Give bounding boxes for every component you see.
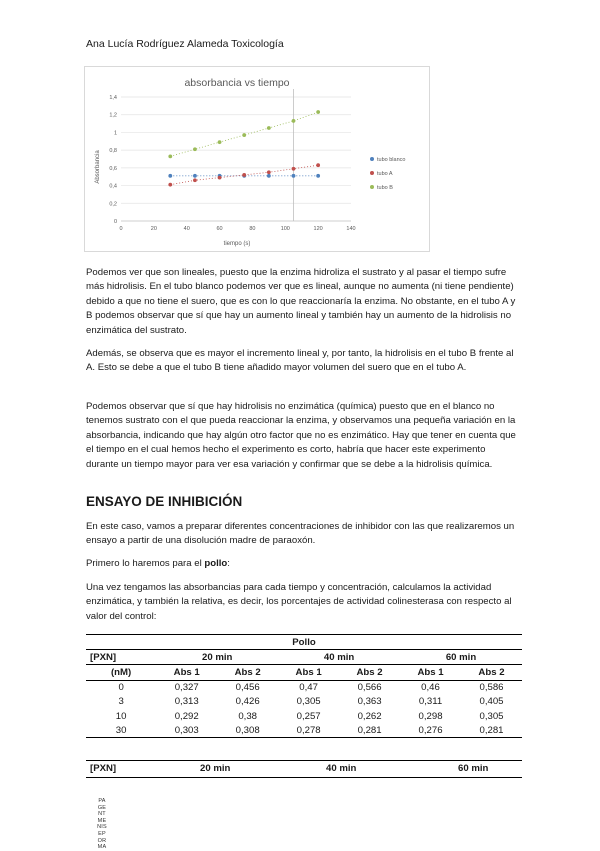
section-heading: ENSAYO DE INHIBICIÓN (86, 494, 243, 509)
paragraph-activity: Una vez tengamos las absorbancias para cada tiempo y concentración, calculamos la actividad enzimática, y también la relativa, es decir, los porcentajes de actividad colinesterasa con respecto al valor del control: (86, 582, 512, 622)
data-point (316, 163, 320, 167)
y-tick-label: 0,2 (109, 201, 117, 208)
value-cell: 0,262 (357, 710, 382, 722)
data-point (193, 147, 197, 151)
data-point (292, 167, 296, 171)
abs-header: Abs 2 (339, 665, 400, 680)
chart-ylabel: Absorbancia (95, 150, 101, 184)
paragraph-pollo (86, 557, 518, 571)
time-header: 60 min (458, 763, 489, 774)
paragraph-inhibition-intro: En este caso, vamos a preparar diferentes concentraciones de inhibidor con las que realizaremos un ensayo a partir de una disolución madre de paraoxón. (86, 521, 515, 547)
chart-points (168, 110, 320, 186)
paragraph-tube-comparison: Además, se observa que es mayor el incremento lineal y, por tanto, la hidrolisis en el tubo B frente al A. Esto se debe a que el tubo B tiene añadido mayor volumen del suero que en el tubo A. (86, 348, 514, 374)
data-point (292, 174, 296, 178)
value-cell: 0,363 (357, 696, 382, 708)
time-header: 60 min (400, 650, 522, 665)
value-cell: 0,311 (418, 696, 443, 708)
value-cell: 0,308 (217, 723, 278, 738)
data-point (168, 154, 172, 158)
time-header: 20 min (156, 650, 278, 665)
value-cell: 0,426 (235, 696, 260, 708)
y-tick-label: 0,8 (109, 148, 117, 155)
absorbance-chart (84, 66, 430, 252)
data-point (218, 176, 222, 180)
y-tick-label: 1,2 (109, 112, 117, 119)
abs-header: Abs 1 (400, 665, 461, 680)
data-point (292, 119, 296, 123)
value-cell: 0,47 (299, 682, 318, 694)
data-point (218, 140, 222, 144)
value-cell: 0,405 (479, 696, 504, 708)
x-tick-label: 40 (183, 226, 190, 232)
value-cell: 0,46 (421, 682, 440, 694)
stamp-line: ME (97, 817, 107, 824)
value-cell: 0,313 (174, 696, 199, 708)
conc-cell: 0 (118, 682, 124, 694)
legend-label: tubo B (377, 185, 393, 191)
chart-grid (121, 97, 351, 221)
value-cell: 0,281 (461, 723, 522, 738)
value-cell: 0,292 (174, 710, 199, 722)
value-cell: 0,278 (278, 723, 339, 738)
legend-marker (370, 171, 374, 175)
value-cell: 0,305 (296, 696, 321, 708)
y-tick-label: 0,6 (109, 165, 117, 172)
legend-marker (370, 157, 374, 161)
value-cell: 0,586 (479, 682, 504, 694)
chart-legend (370, 157, 405, 191)
stamp-line: GE (97, 804, 107, 811)
data-point (267, 126, 271, 130)
value-cell: 0,303 (156, 723, 217, 738)
x-tick-label: 20 (150, 226, 157, 232)
page-header: Ana Lucía Rodríguez Alameda Toxicología (86, 38, 284, 50)
legend-marker (370, 185, 374, 189)
value-cell: 0,305 (479, 710, 504, 722)
y-tick-label: 0,4 (109, 183, 117, 190)
stamp-line: EP (98, 830, 106, 837)
data-point (168, 183, 172, 187)
data-point (267, 170, 271, 174)
data-point (193, 174, 197, 178)
abs-header: Abs 2 (461, 665, 522, 680)
stamp-line: PA (98, 798, 106, 804)
logo-stamp (90, 798, 114, 851)
value-cell: 0,276 (400, 723, 461, 738)
value-cell: 0,38 (238, 710, 257, 722)
pollo-table (86, 634, 522, 738)
value-cell: 0,566 (357, 682, 382, 694)
table-title: Pollo (86, 635, 522, 650)
data-point (242, 133, 246, 137)
data-point (316, 174, 320, 178)
legend-label: tubo blanco (377, 157, 406, 163)
time-header: 20 min (200, 763, 231, 774)
table-time-row (86, 650, 522, 665)
abs-header: Abs 1 (156, 665, 217, 680)
conc-cell: 30 (86, 723, 156, 738)
conc-cell: 10 (115, 710, 127, 722)
second-table-header (86, 760, 522, 778)
abs-header: Abs 1 (278, 665, 339, 680)
legend-label: tubo A (377, 171, 393, 177)
table-row (86, 723, 522, 738)
stamp-line: NT (98, 811, 106, 818)
value-cell: 0,281 (339, 723, 400, 738)
data-point (316, 110, 320, 114)
data-point (193, 178, 197, 182)
y-tick-label: 0 (113, 219, 117, 225)
table-title-row (86, 635, 522, 650)
x-tick-label: 60 (216, 226, 223, 232)
x-tick-label: 140 (346, 226, 356, 232)
stamp-line: MA (97, 844, 107, 851)
x-tick-label: 100 (280, 226, 290, 232)
x-tick-label: 0 (119, 226, 123, 232)
pollo-bold: pollo (204, 558, 228, 569)
stamp-line: NIS (97, 824, 107, 831)
y-tick-label: 1,4 (109, 95, 117, 101)
stamp-line: OR (97, 837, 107, 844)
time-header: 40 min (278, 650, 400, 665)
chart-title: absorbancia vs tiempo (184, 77, 290, 89)
data-point (168, 174, 172, 178)
abs-header: Abs 2 (217, 665, 278, 680)
x-tick-label: 120 (313, 226, 323, 232)
table-row (86, 709, 522, 723)
paragraph-linearity: Podemos ver que son lineales, puesto que la enzima hidroliza el sustrato y al pasar el tiempo sufre más hidrolisis. En el tubo blanco podemos ver que es lineal, aunque no aumenta (ni tiene pendiente) debido a que no tiene el suero, que es con lo que reaccionaría la enzima. No obstante, en el tubo A y B podemos observar que sí que hay un aumento lineal y también hay un aumento de la hidrolisis no enzimática del sustrato. (86, 267, 516, 336)
conc-cell: 3 (118, 696, 124, 708)
unit-header: (nM) (86, 665, 156, 680)
data-point (267, 174, 271, 178)
pollo-suffix: : (227, 558, 230, 569)
value-cell: 0,456 (235, 682, 260, 694)
table-row (86, 695, 522, 709)
x-tick-label: 80 (249, 226, 256, 232)
time-header: 40 min (326, 763, 357, 774)
pollo-prefix: Primero lo haremos para el (86, 558, 205, 569)
data-point (242, 173, 246, 177)
value-cell: 0,298 (418, 710, 443, 722)
value-cell: 0,257 (296, 710, 321, 722)
chart-svg (85, 67, 429, 251)
chart-xlabel: tiempo (s) (223, 241, 251, 247)
table-abs-row (86, 665, 522, 680)
paragraph-non-enzymatic: Podemos observar que sí que hay hidrolisis no enzimática (química) puesto que en el blanco no tenemos sustrato con el que pueda reaccionar la enzima, y observamos una pequeña variación en la absorbancia, indicando que hay algún otro factor que no es enzimático. Hay que tener en cuenta que el tiempo en el cual hemos hecho el experimento es corto, habría que hacer este experimento durante un tiempo mayor para ver esa variación y confirmar que se debe a la hidrolisis química. (86, 401, 516, 470)
y-tick-label: 1 (113, 130, 117, 137)
value-cell: 0,327 (174, 682, 199, 694)
conc-header: [PXN] (90, 763, 117, 774)
conc-header: [PXN] (86, 650, 156, 665)
table-row (86, 680, 522, 695)
